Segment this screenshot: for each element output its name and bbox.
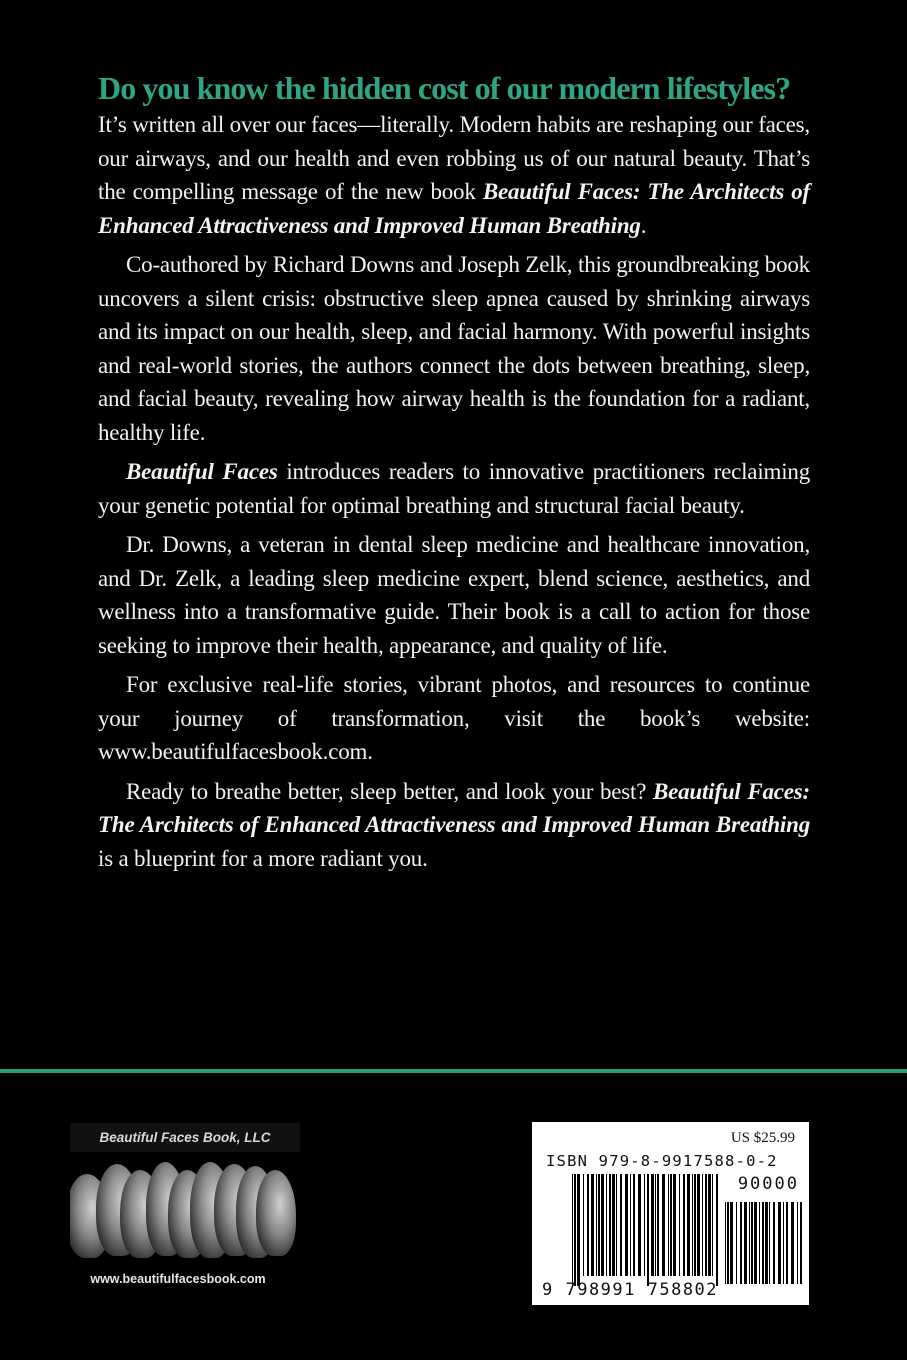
blurb-paragraph: [98, 108, 810, 242]
faces-photo: [70, 1154, 300, 1264]
back-cover-blurb: [98, 68, 810, 881]
addon-barcode-bars-icon: [725, 1202, 803, 1294]
paragraph-text: Ready to breathe better, sleep better, and look your best?: [126, 778, 653, 804]
paragraph-text: is a blueprint for a more radiant you.: [98, 845, 428, 871]
blurb-paragraph: [98, 455, 810, 522]
isbn-text: ISBN 979-8-9917588-0-2: [546, 1152, 778, 1170]
blurb-paragraph: [98, 528, 810, 662]
barcode-digits: 9 798991 758802: [542, 1280, 719, 1300]
blurb-paragraphs: [98, 108, 810, 875]
barcode-bars-icon: [572, 1174, 722, 1286]
publisher-block: [70, 1123, 300, 1286]
book-title-emphasis: Beautiful Faces: The Architects of Enhanced Attractiveness and Improved Human Breathing: [98, 778, 810, 837]
paragraph-text: It’s written all over our faces—literally. Modern habits are reshaping our faces, our airways, and our health and even robbing us of our natural beauty. That’s the compelling message of the new book: [98, 112, 810, 204]
paragraph-text: Dr. Downs, a veteran in dental sleep medicine and healthcare innovation, and Dr. Zelk, a leading sleep medicine expert, blend science, aesthetics, and wellness into a transformative guide. Their book is a call to action for those seeking to improve their health, appearance, and quality of life.: [98, 532, 810, 658]
publisher-name: Beautiful Faces Book, LLC: [70, 1123, 300, 1152]
blurb-paragraph: [98, 775, 810, 876]
headline: Do you know the hidden cost of our modern lifestyles?: [98, 70, 791, 106]
book-title-emphasis: Beautiful Faces: [126, 459, 278, 484]
isbn-barcode: [532, 1122, 809, 1305]
price-label: US $25.99: [730, 1130, 795, 1146]
publisher-url[interactable]: www.beautifulfacesbook.com: [90, 1272, 266, 1286]
paragraph-text: .: [640, 212, 647, 238]
blurb-paragraph: [98, 668, 810, 769]
paragraph-text: Co-authored by Richard Downs and Joseph Zelk, this groundbreaking book uncovers a silent crisis: obstructive sleep apnea caused by shrinking airways and its impact on our health, sleep, and facial harmony. With powerful insights and real-world stories, the authors connect the dots between breathing, sleep, and facial beauty, revealing how airway health is the foundation for a radiant, healthy life.: [98, 252, 810, 445]
blurb-paragraph: [98, 248, 810, 449]
teal-divider: [0, 1069, 907, 1073]
paragraph-text: introduces readers to innovative practitioners reclaiming your genetic potential for optimal breathing and structural facial beauty.: [98, 459, 810, 518]
addon-number: 90000: [737, 1174, 799, 1194]
paragraph-text: For exclusive real-life stories, vibrant photos, and resources to continue your journey of transformation, visit the book’s website: www.beautifulfacesbook.com.: [98, 672, 810, 764]
book-title-emphasis: Beautiful Faces: The Architects of Enhanced Attractiveness and Improved Human Breathing: [98, 179, 810, 238]
